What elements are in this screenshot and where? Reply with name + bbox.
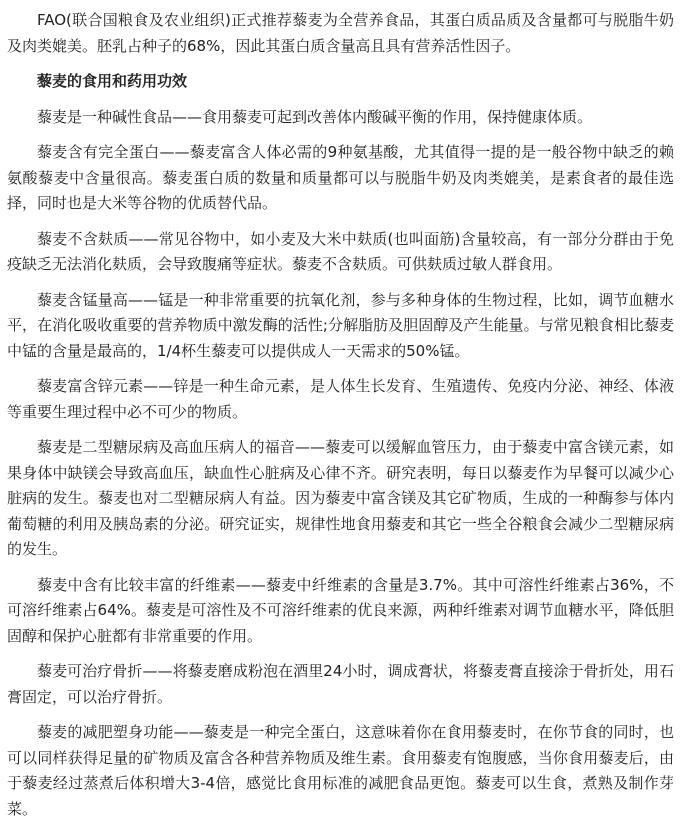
paragraph-fiber: 藜麦中含有比较丰富的纤维素——藜麦中纤维素的含量是3.7%。其中可溶性纤维素占36%，不可溶纤维素占64%。藜麦是可溶性及不可溶纤维素的优良来源，两种纤维素对调节血糖水平，降低胆固醇和保护心脏都有非常重要的作用。 xyxy=(7,575,674,645)
paragraph-fracture: 藜麦可治疗骨折——将藜麦磨成粉泡在酒里24小时，调成膏状，将藜麦膏直接涂于骨折处，用石膏固定，可以治疗骨折。 xyxy=(7,662,674,706)
paragraph-zinc: 藜麦富含锌元素——锌是一种生命元素，是人体生长发育、生殖遗传、免疫内分泌、神经、体液等重要生理过程中必不可少的物质。 xyxy=(7,377,674,421)
paragraph-alkaline: 藜麦是一种碱性食品——食用藜麦可起到改善体内酸碱平衡的作用，保持健康体质。 xyxy=(37,107,593,126)
paragraph-weight-loss: 藜麦的减肥塑身功能——藜麦是一种完全蛋白，这意味着你在食用藜麦时，在你节食的同时，也可以同样获得足量的矿物质及富含各种营养物质及维生素。食用藜麦有饱腹感，当你食用藜麦后，由于藜麦经过蒸煮后体积增大3-4倍，感觉比食用标准的减肥食品更饱。藜麦可以生食，煮熟及制作芽菜。 xyxy=(7,723,674,818)
paragraph-gluten-free: 藜麦不含麸质——常见谷物中，如小麦及大米中麸质(也叫面筋)含量较高，有一部分分群由于免疫缺乏无法消化麸质，会导致腹痛等症状。藜麦不含麸质。可供麸质过敏人群食用。 xyxy=(7,229,674,273)
paragraph-diabetes: 藜麦是二型糖尿病及高血压病人的福音——藜麦可以缓解血管压力，由于藜麦中富含镁元素，如果身体中缺镁会导致高血压，缺血性心脏病及心律不齐。研究表明，每日以藜麦作为早餐可以减少心脏病的发生。藜麦也对二型糖尿病人有益。因为藜麦中富含镁及其它矿物质，生成的一种酶参与体内葡萄糖的利用及胰岛素的分泌。研究证实，规律性地食用藜麦和其它一些全谷粮食会减少二型糖尿病的发生。 xyxy=(7,438,674,558)
paragraph-complete-protein: 藜麦含有完全蛋白——藜麦富含人体必需的9种氨基酸，尤其值得一提的是一般谷物中缺乏的赖氨酸藜麦中含量很高。藜麦蛋白质的数量和质量都可以与脱脂牛奶及肉类媲美，是素食者的最佳选择，同时也是大米等谷物的优质替代品。 xyxy=(7,143,674,212)
intro-paragraph: FAO(联合国粮食及农业组织)正式推荐藜麦为全营养食品，其蛋白质品质及含量都可与脱脂牛奶及肉类媲美。胚乳占种子的68%，因此其蛋白质含量高且具有营养活性因子。 xyxy=(7,11,674,55)
paragraph-manganese: 藜麦含锰量高——锰是一种非常重要的抗氧化剂，参与多种身体的生物过程，比如，调节血糖水平，在消化吸收重要的营养物质中激发酶的活性;分解脂肪及胆固醇及产生能量。与常见粮食相比藜麦中锰的含量是最高的，1/4杯生藜麦可以提供成人一天需求的50%锰。 xyxy=(7,290,674,360)
section-heading: 藜麦的食用和药用功效 xyxy=(37,72,188,90)
